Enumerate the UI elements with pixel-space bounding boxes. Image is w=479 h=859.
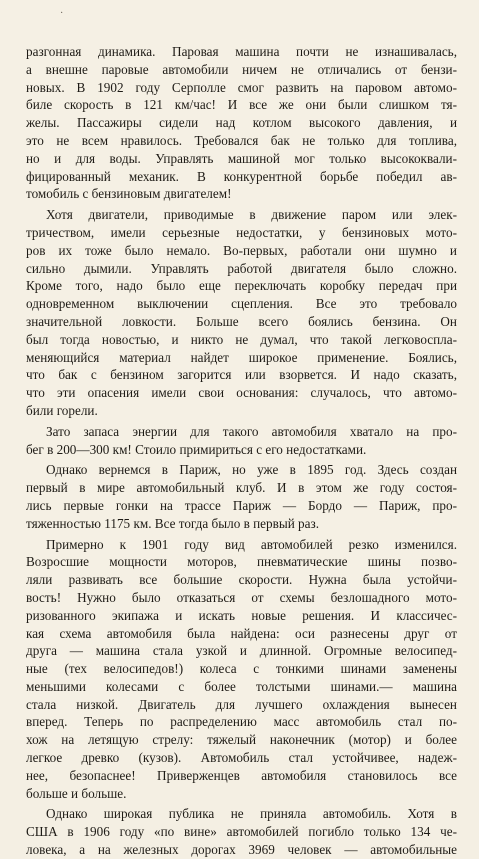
text-line: что эти опасения имели свои основания: случалось, что автомо- xyxy=(26,385,457,401)
text-line: желы. Пассажиры сидели над котлом высокого давления, и xyxy=(26,115,457,131)
text-line: а внешне паровые автомобили ничем не отличались от бензи- xyxy=(26,61,457,77)
text-line: Хотя двигатели, приводимые в движение паром или элек- xyxy=(46,207,457,223)
text-line: Возросшие мощности моторов, пневматические шины позво- xyxy=(26,554,457,570)
text-line: первый в мире автомобильный клуб. И в этом же году состоя- xyxy=(26,480,457,496)
text-line: Кроме того, надо было еще переключать коробку передач при xyxy=(26,278,457,294)
text-line: томобиль с бензиновым двигателем! xyxy=(26,186,232,202)
text-line: но и для воды. Управлять машиной мог только высококвали- xyxy=(26,150,457,166)
text-line: лись первые гонки на трассе Париж — Бордо — Париж, про- xyxy=(26,497,457,513)
text-line: Однако вернемся в Париж, но уже в 1895 год. Здесь создан xyxy=(46,462,457,478)
text-line: больше и больше. xyxy=(26,785,127,801)
text-line: значительной ловкости. Больше всего боялись бензина. Он xyxy=(26,313,457,329)
text-line: ляли развивать все большие скорости. Нужна была устойчи- xyxy=(26,572,457,588)
text-line: что бак с бензином загорится или взорвется. И надо сказать, xyxy=(26,367,457,383)
text-line: Примерно к 1901 году вид автомобилей резко изменился. xyxy=(46,536,457,552)
text-line: новых. В 1902 году Серполле смог развить на паровом автомо- xyxy=(26,79,457,95)
text-line: били горели. xyxy=(26,402,98,418)
text-line: кая схема автомобиля была найдена: оси разнесены друг от xyxy=(26,625,457,641)
page-speck: · xyxy=(60,8,64,19)
text-line: Однако широкая публика не приняла автомобиль. Хотя в xyxy=(46,806,457,822)
text-line: стала низкой. Двигатель для лучшего охлаждения вынесен xyxy=(26,696,457,712)
text-line: одновременном выключении сцепления. Все это требовало xyxy=(26,296,457,312)
text-line: хож на летящую стрелу: тяжелый наконечник (мотор) и более xyxy=(26,732,457,748)
text-line: тричеством, имели серьезные недостатки, у бензиновых мото- xyxy=(26,224,457,240)
text-line: был тогда новостью, и никто не думал, что такой легковоспла- xyxy=(26,331,457,347)
text-line: сильно дымили. Управлять работой двигателя было сложно. xyxy=(26,260,457,276)
text-line: Зато запаса энергии для такого автомобиля хватало на про- xyxy=(46,423,457,439)
text-line: биле скорость в 121 км/час! И все же они были слишком тя- xyxy=(26,97,457,113)
text-line: меняющийся материал найдет широкое применение. Боялись, xyxy=(26,349,457,365)
text-body xyxy=(26,43,457,859)
text-line: ные (тех велосипедов!) колеса с тонкими шинами заменены xyxy=(26,661,457,677)
text-line: ризованного экипажа и искать новые решения. И классичес- xyxy=(26,607,457,623)
text-line: вперед. Теперь по распределению масс автомобиль стал по- xyxy=(26,714,457,730)
text-line: меньшими колесами с более толстыми шинами.— машина xyxy=(26,678,457,694)
text-line: ров их тоже было немало. Во-первых, работали они шумно и xyxy=(26,242,457,258)
text-line: друга — машина стала узкой и длинной. Огромные велосипед- xyxy=(26,643,457,659)
text-line: легкое древко (кузов). Автомобиль стал устойчивее, надеж- xyxy=(26,750,457,766)
text-line: тяженностью 1175 км. Все тогда было в первый раз. xyxy=(26,515,320,531)
text-line: вость! Нужно было отказаться от схемы безлошадного мото- xyxy=(26,589,457,605)
text-line: это не всем нравилось. Требовался бак не только для топлива, xyxy=(26,132,457,148)
text-line: США в 1906 году «по вине» автомобилей погибло только 134 че- xyxy=(26,824,457,840)
text-line: разгонная динамика. Паровая машина почти не изнашивалась, xyxy=(26,44,457,59)
text-line: нее, безопаснее! Приверженцев автомобиля становилось все xyxy=(26,767,457,783)
text-line: бег в 200—300 км! Стоило примириться с его недостатками. xyxy=(26,441,367,457)
text-line: фицированный механик. В конкурентной борьбе победил ав- xyxy=(26,168,457,184)
text-line: ловека, а на железных дорогах 3969 человек — автомобильные xyxy=(26,842,457,858)
